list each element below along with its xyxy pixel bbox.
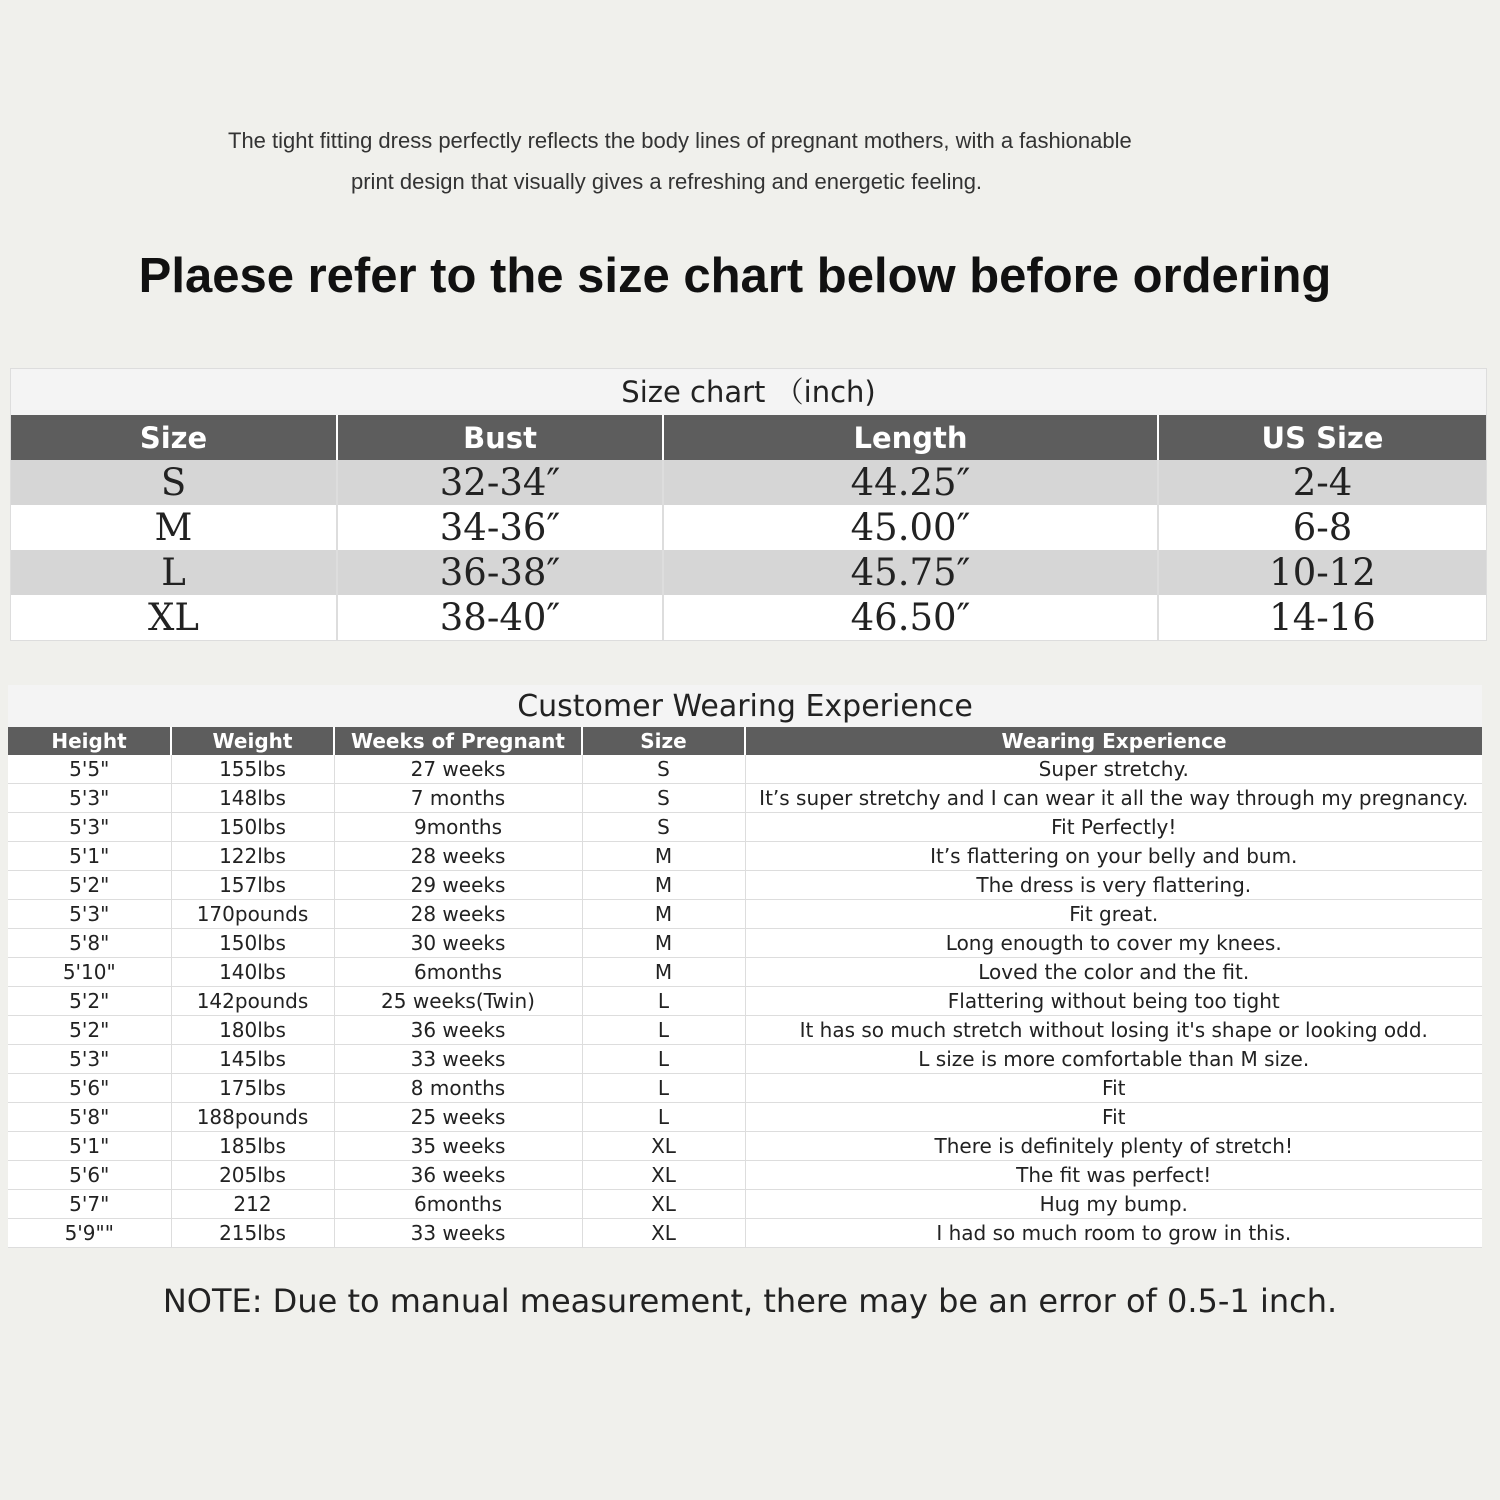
table-cell: 157lbs — [171, 871, 334, 900]
column-header: Size — [11, 415, 337, 460]
wearing-experience-table — [8, 727, 1482, 1248]
table-cell: 36 weeks — [334, 1161, 582, 1190]
table-cell: 25 weeks(Twin) — [334, 987, 582, 1016]
size-chart — [10, 368, 1487, 641]
table-cell: L size is more comfortable than M size. — [745, 1045, 1482, 1074]
size-cell: 46.50″ — [663, 595, 1158, 640]
table-cell: It’s super stretchy and I can wear it all the way through my pregnancy. — [745, 784, 1482, 813]
intro-line-1: The tight fitting dress perfectly reflects the body lines of pregnant mothers, with a fashionable — [228, 128, 1132, 153]
table-row — [8, 987, 1482, 1016]
table-cell: 5'7" — [8, 1190, 171, 1219]
table-cell: 145lbs — [171, 1045, 334, 1074]
table-cell: S — [582, 813, 745, 842]
size-chart-title: Size chart （inch) — [11, 369, 1486, 415]
column-header: Length — [663, 415, 1158, 460]
table-cell: 36 weeks — [334, 1016, 582, 1045]
intro-line-2: print design that visually gives a refreshing and energetic feeling. — [351, 169, 983, 194]
column-header: Weight — [171, 727, 334, 755]
size-cell: 38-40″ — [337, 595, 663, 640]
table-cell: 27 weeks — [334, 755, 582, 784]
table-cell: 5'9"" — [8, 1219, 171, 1248]
size-cell: L — [11, 550, 337, 595]
table-cell: Fit — [745, 1103, 1482, 1132]
size-cell: 45.75″ — [663, 550, 1158, 595]
table-row — [8, 755, 1482, 784]
table-cell: Hug my bump. — [745, 1190, 1482, 1219]
table-row — [8, 900, 1482, 929]
table-cell: 142pounds — [171, 987, 334, 1016]
table-cell: I had so much room to grow in this. — [745, 1219, 1482, 1248]
table-cell: Super stretchy. — [745, 755, 1482, 784]
table-cell: 28 weeks — [334, 900, 582, 929]
table-cell: M — [582, 842, 745, 871]
table-row — [8, 1045, 1482, 1074]
size-row — [11, 460, 1486, 505]
table-cell: M — [582, 929, 745, 958]
table-row — [8, 813, 1482, 842]
wearing-experience — [8, 685, 1482, 1248]
table-cell: Fit — [745, 1074, 1482, 1103]
table-cell: 33 weeks — [334, 1045, 582, 1074]
table-row — [8, 1074, 1482, 1103]
table-cell: XL — [582, 1161, 745, 1190]
column-header: Height — [8, 727, 171, 755]
table-cell: 170pounds — [171, 900, 334, 929]
table-cell: 140lbs — [171, 958, 334, 987]
size-chart-table — [11, 415, 1486, 640]
size-cell: 6-8 — [1292, 506, 1353, 549]
table-cell: 5'5" — [8, 755, 171, 784]
table-cell: 29 weeks — [334, 871, 582, 900]
size-cell: 32-34″ — [337, 460, 663, 505]
table-cell: 185lbs — [171, 1132, 334, 1161]
table-cell: XL — [582, 1190, 745, 1219]
table-row — [8, 929, 1482, 958]
table-cell: 5'1" — [8, 842, 171, 871]
table-cell: 205lbs — [171, 1161, 334, 1190]
table-cell: 35 weeks — [334, 1132, 582, 1161]
table-cell: 28 weeks — [334, 842, 582, 871]
table-row — [8, 1103, 1482, 1132]
table-cell: 150lbs — [171, 813, 334, 842]
experience-header-row — [8, 727, 1482, 755]
table-row — [8, 1219, 1482, 1248]
size-chart-header-row — [11, 415, 1486, 460]
page-headline: Plaese refer to the size chart below before ordering — [138, 249, 1332, 303]
table-cell: 5'6" — [8, 1074, 171, 1103]
table-cell: 150lbs — [171, 929, 334, 958]
table-cell: 5'3" — [8, 784, 171, 813]
table-cell: 122lbs — [171, 842, 334, 871]
table-cell: 5'3" — [8, 813, 171, 842]
wearing-experience-title: Customer Wearing Experience — [8, 685, 1482, 727]
size-cell: 34-36″ — [337, 505, 663, 550]
table-cell: L — [582, 1103, 745, 1132]
table-cell: S — [582, 784, 745, 813]
table-cell: M — [582, 900, 745, 929]
table-cell: L — [582, 987, 745, 1016]
table-cell: 33 weeks — [334, 1219, 582, 1248]
column-header: Size — [582, 727, 745, 755]
table-cell: XL — [582, 1219, 745, 1248]
table-cell: Long enougth to cover my knees. — [745, 929, 1482, 958]
size-cell: XL — [11, 595, 337, 640]
table-cell: 5'1" — [8, 1132, 171, 1161]
table-cell: 5'2" — [8, 987, 171, 1016]
table-row — [8, 871, 1482, 900]
table-cell: M — [582, 958, 745, 987]
table-cell: Flattering without being too tight — [745, 987, 1482, 1016]
table-cell: The fit was perfect! — [745, 1161, 1482, 1190]
column-header: US Size — [1158, 415, 1486, 460]
table-row — [8, 784, 1482, 813]
table-row — [8, 1190, 1482, 1219]
column-header: Weeks of Pregnant — [334, 727, 582, 755]
size-cell: 2-4 — [1158, 460, 1486, 505]
table-cell: XL — [582, 1132, 745, 1161]
table-cell: 5'3" — [8, 1045, 171, 1074]
table-cell: 5'8" — [8, 1103, 171, 1132]
column-header: Wearing Experience — [745, 727, 1482, 755]
table-cell: 188pounds — [171, 1103, 334, 1132]
table-cell: 5'2" — [8, 871, 171, 900]
table-cell: 148lbs — [171, 784, 334, 813]
table-cell: 6months — [334, 1190, 582, 1219]
size-cell: 44.25″ — [663, 460, 1158, 505]
table-cell: 5'2" — [8, 1016, 171, 1045]
size-cell: 10-12 — [1158, 550, 1486, 595]
table-cell: It’s flattering on your belly and bum. — [745, 842, 1482, 871]
table-cell: 215lbs — [171, 1219, 334, 1248]
size-cell: 14-16 — [1269, 596, 1376, 639]
size-cell: S — [11, 460, 337, 505]
table-cell: L — [582, 1045, 745, 1074]
size-cell: M — [11, 505, 337, 550]
table-cell: Loved the color and the fit. — [745, 958, 1482, 987]
table-row — [8, 1016, 1482, 1045]
table-cell: It has so much stretch without losing it's shape or looking odd. — [745, 1016, 1482, 1045]
size-cell: 36-38″ — [337, 550, 663, 595]
measurement-note: NOTE: Due to manual measurement, there may be an error of 0.5-1 inch. — [162, 1282, 1338, 1320]
table-row — [8, 958, 1482, 987]
table-cell: 25 weeks — [334, 1103, 582, 1132]
table-cell: 5'10" — [8, 958, 171, 987]
table-cell: 30 weeks — [334, 929, 582, 958]
table-cell: Fit Perfectly! — [745, 813, 1482, 842]
table-cell: 175lbs — [171, 1074, 334, 1103]
table-row — [8, 842, 1482, 871]
table-cell: 9months — [334, 813, 582, 842]
table-cell: There is definitely plenty of stretch! — [745, 1132, 1482, 1161]
column-header: Bust — [337, 415, 663, 460]
table-cell: 7 months — [334, 784, 582, 813]
table-cell: Fit great. — [745, 900, 1482, 929]
table-cell: L — [582, 1016, 745, 1045]
table-cell: 8 months — [334, 1074, 582, 1103]
size-row — [11, 505, 1486, 550]
table-cell: L — [582, 1074, 745, 1103]
table-cell: 6months — [334, 958, 582, 987]
table-cell: The dress is very flattering. — [745, 871, 1482, 900]
size-row — [11, 550, 1486, 595]
table-row — [8, 1161, 1482, 1190]
table-cell: 212 — [171, 1190, 334, 1219]
table-cell: 5'6" — [8, 1161, 171, 1190]
size-row — [11, 595, 1486, 640]
table-cell: 180lbs — [171, 1016, 334, 1045]
table-row — [8, 1132, 1482, 1161]
table-cell: 155lbs — [171, 755, 334, 784]
table-cell: 5'8" — [8, 929, 171, 958]
table-cell: 5'3" — [8, 900, 171, 929]
table-cell: M — [582, 871, 745, 900]
table-cell: S — [582, 755, 745, 784]
size-cell: 45.00″ — [663, 505, 1158, 550]
